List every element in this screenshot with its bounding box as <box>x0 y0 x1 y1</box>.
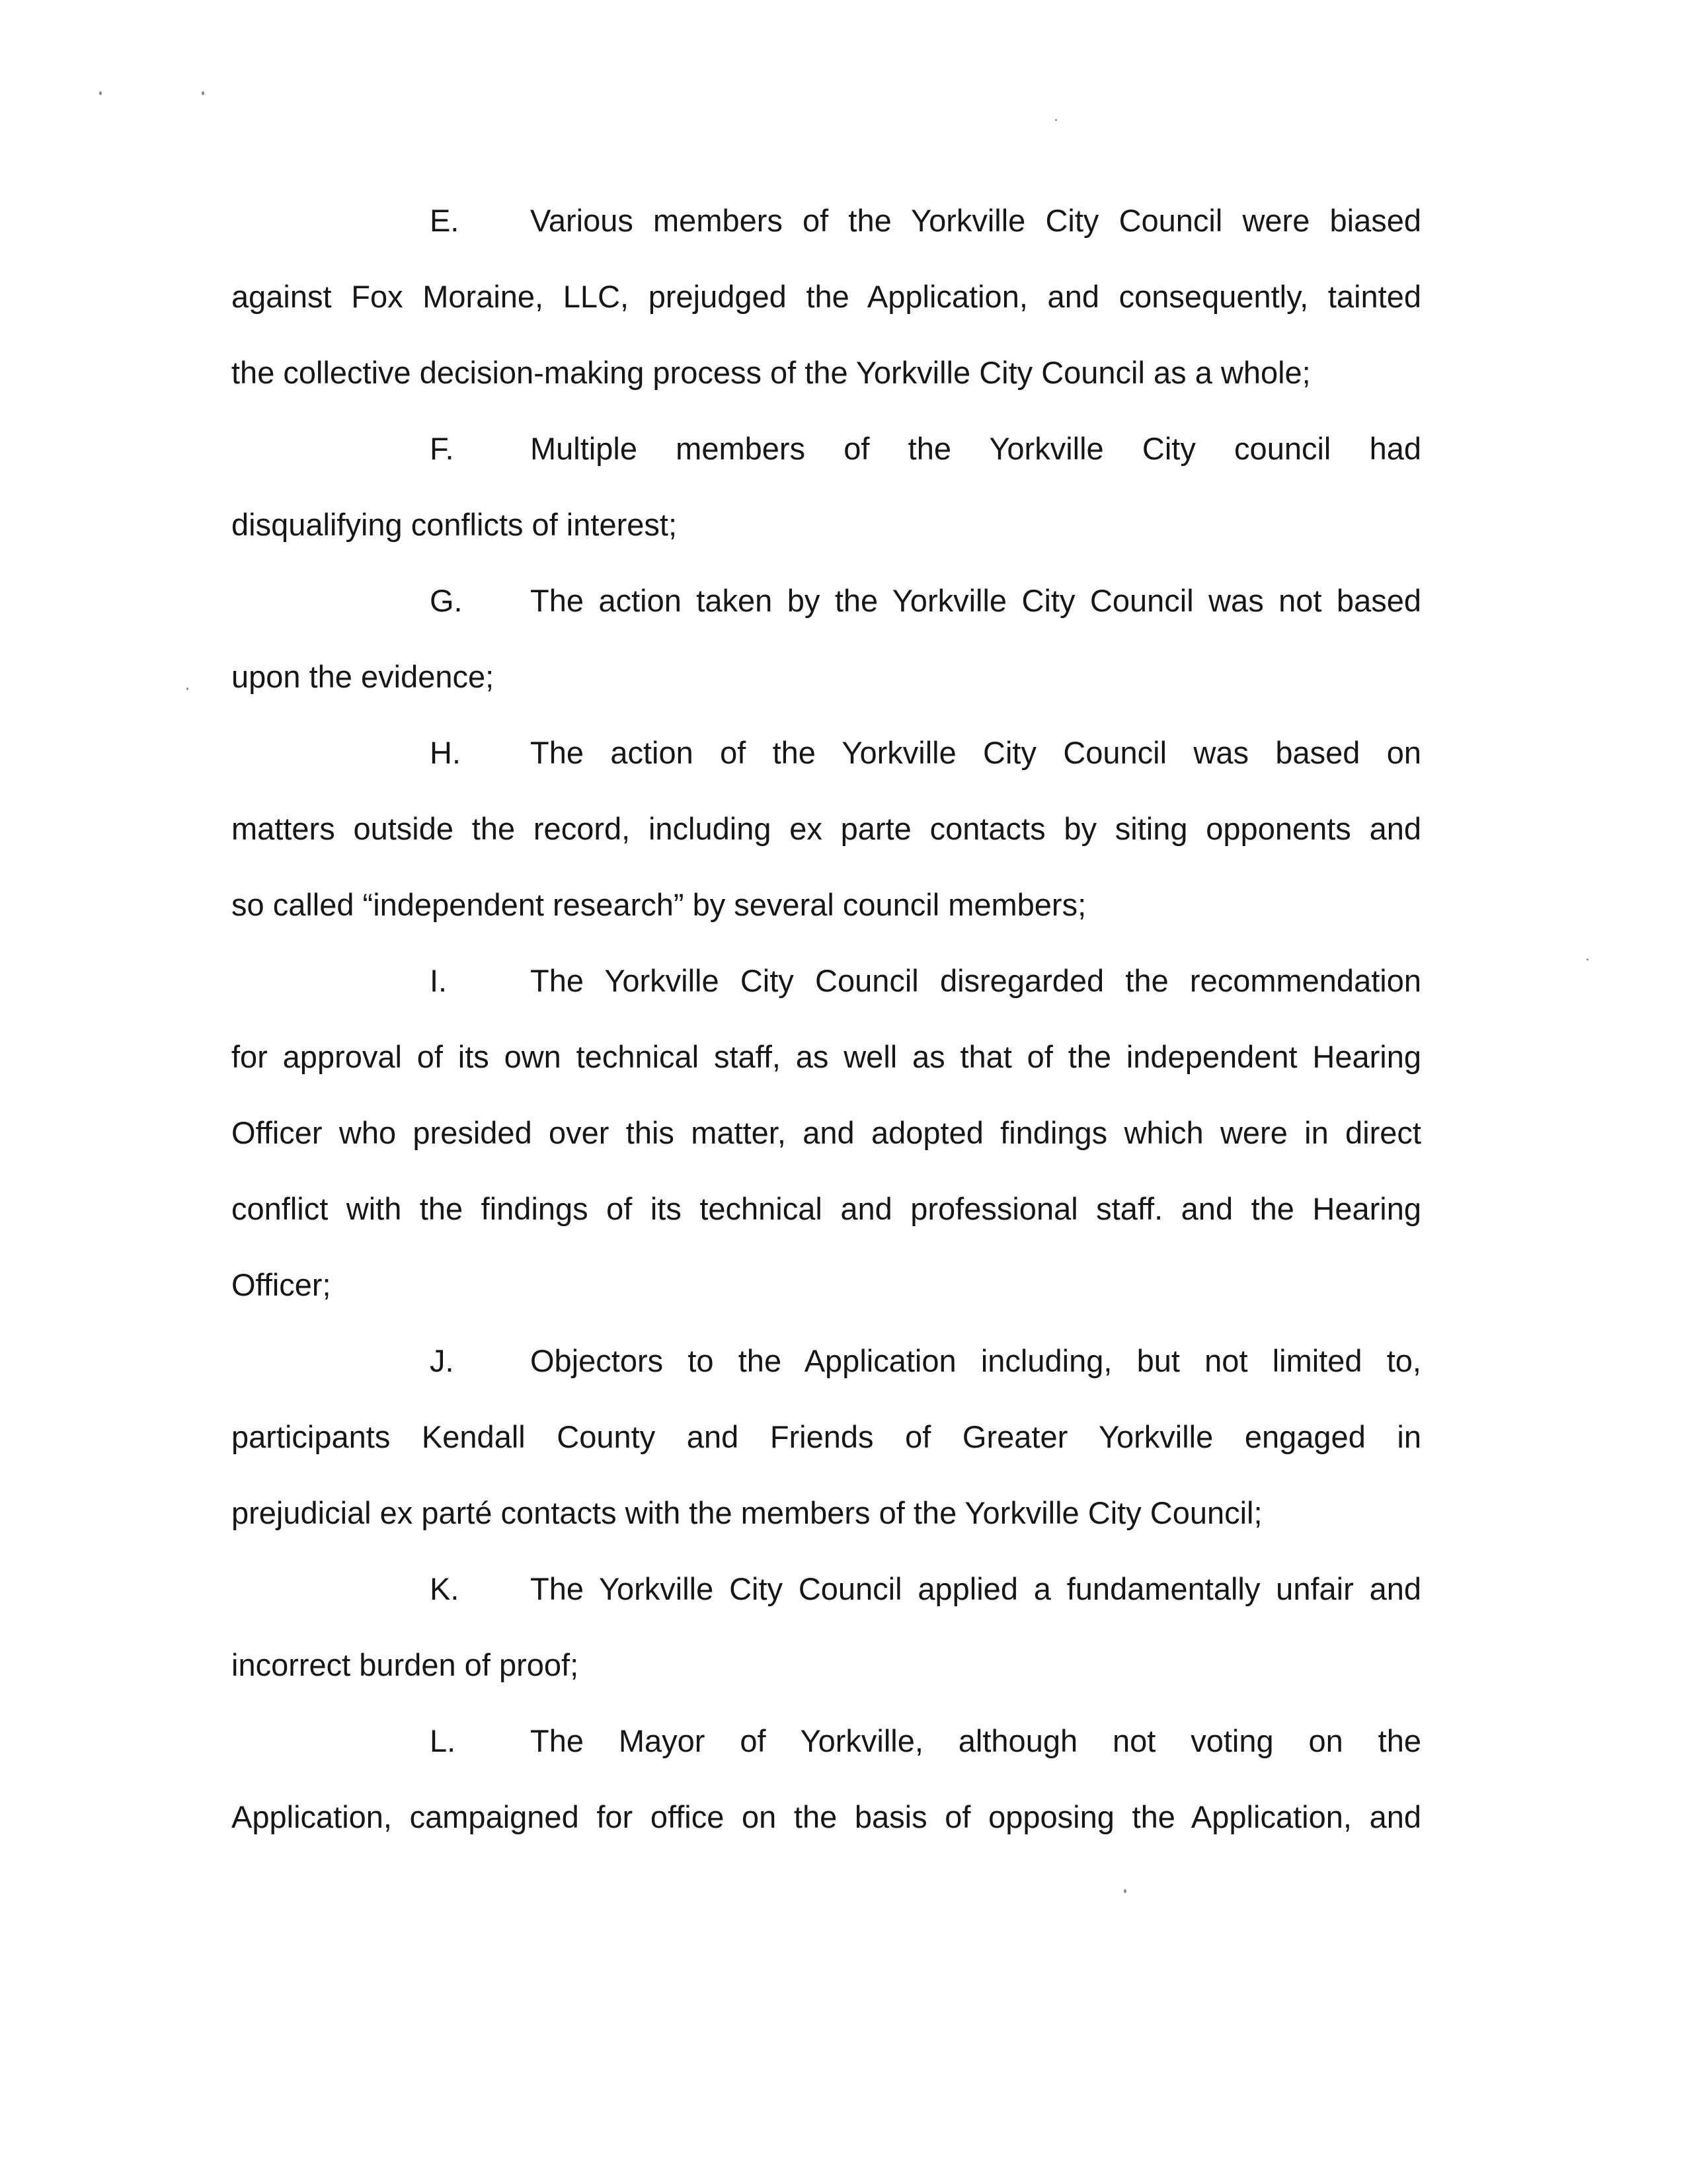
paragraph-first-line: Multiple members of the Yorkville City council had <box>530 431 1421 466</box>
paragraph-line: Application, campaigned for office on the basis of opposing the Application, and <box>231 1799 1421 1834</box>
paragraph-line: so called “independent research” by several council members; <box>231 887 1087 922</box>
paragraph-first-line: The Yorkville City Council disregarded the recommendation <box>530 963 1421 998</box>
paragraph-e <box>231 182 1421 410</box>
paragraph-g <box>231 563 1421 715</box>
paragraph-first-line: The Yorkville City Council applied a fundamentally unfair and <box>530 1571 1421 1606</box>
paragraph-line: incorrect burden of proof; <box>231 1647 579 1682</box>
scan-speck <box>1055 119 1057 121</box>
paragraph-marker: H. <box>430 735 461 770</box>
paragraph-h <box>231 715 1421 943</box>
paragraph-line: conflict with the findings of its technical and professional staff. and the Hearing <box>231 1191 1421 1226</box>
paragraph-k <box>231 1551 1421 1703</box>
paragraph-marker: F. <box>430 431 454 466</box>
paragraph-line: for approval of its own technical staff, as well as that of the independent Hearing <box>231 1039 1421 1074</box>
paragraph-l <box>231 1703 1421 1855</box>
paragraph-marker: I. <box>430 963 448 998</box>
paragraph-line: the collective decision-making process of the Yorkville City Council as a whole; <box>231 355 1311 390</box>
paragraph-i <box>231 943 1421 1323</box>
paragraph-line: participants Kendall County and Friends of Greater Yorkville engaged in <box>231 1419 1421 1454</box>
paragraph-first-line: The action taken by the Yorkville City Council was not based <box>530 583 1421 618</box>
paragraph-marker: G. <box>430 583 463 618</box>
paragraph-line: prejudicial ex parté contacts with the members of the Yorkville City Council; <box>231 1495 1263 1530</box>
paragraph-line: disqualifying conflicts of interest; <box>231 507 677 542</box>
paragraph-line: Officer who presided over this matter, and adopted findings which were in direct <box>231 1115 1421 1150</box>
paragraph-line: Officer; <box>231 1267 331 1302</box>
paragraph-line: upon the evidence; <box>231 659 494 694</box>
scan-speck <box>1587 958 1589 960</box>
paragraph-j <box>231 1323 1421 1551</box>
scan-speck <box>99 91 102 95</box>
paragraph-line: against Fox Moraine, LLC, prejudged the Application, and consequently, tainted <box>231 279 1421 314</box>
paragraph-f <box>231 410 1421 563</box>
scan-speck <box>202 91 204 95</box>
scan-speck <box>1124 1889 1126 1893</box>
scan-speck <box>186 687 188 690</box>
paragraph-first-line: The Mayor of Yorkville, although not voting on the <box>530 1723 1421 1758</box>
paragraph-marker: E. <box>430 203 459 238</box>
paragraph-first-line: Objectors to the Application including, but not limited to, <box>530 1343 1421 1378</box>
paragraph-marker: K. <box>430 1571 459 1606</box>
paragraph-marker: J. <box>430 1343 454 1378</box>
paragraph-first-line: Various members of the Yorkville City Council were biased <box>530 203 1421 238</box>
paragraph-line: matters outside the record, including ex parte contacts by siting opponents and <box>231 811 1421 846</box>
paragraph-marker: L. <box>430 1723 456 1758</box>
paragraph-first-line: The action of the Yorkville City Council was based on <box>530 735 1421 770</box>
